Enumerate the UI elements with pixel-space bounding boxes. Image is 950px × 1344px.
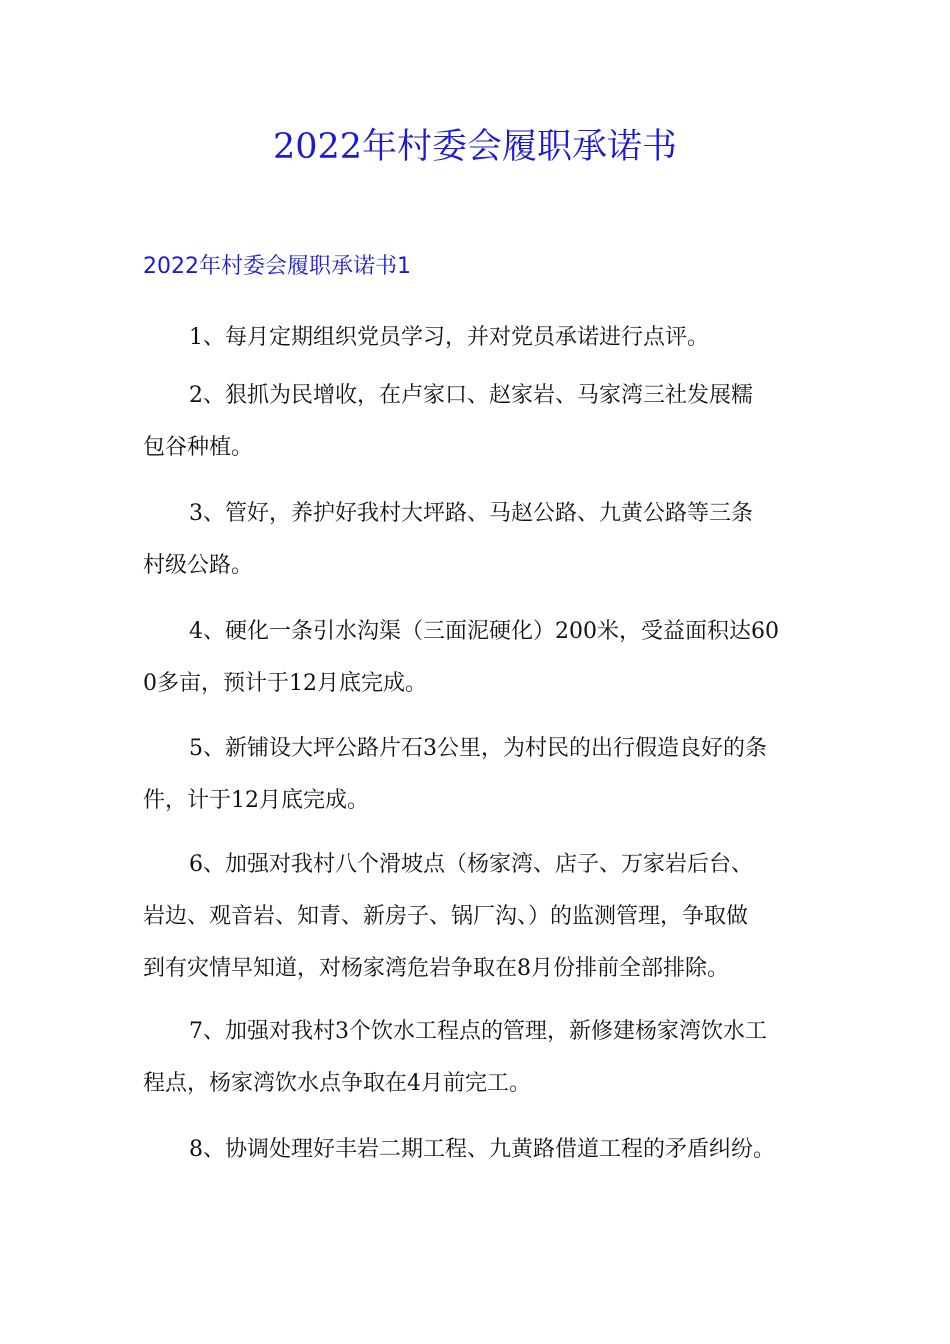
item-line: 3、管好，养护好我村大坪路、马赵公路、九黄公路等三条	[189, 501, 753, 526]
item-line: 村级公路。	[143, 553, 254, 578]
list-item	[143, 488, 813, 592]
list-item	[143, 1124, 813, 1176]
list-item	[143, 606, 813, 710]
list-item	[143, 312, 813, 364]
item-line: 1、每月定期组织党员学习，并对党员承诺进行点评。	[189, 325, 709, 350]
item-line: 到有灾情早知道，对杨家湾危岩争取在8月份排前全部排除。	[143, 956, 729, 981]
section-heading: 2022年村委会履职承诺书1	[143, 254, 411, 279]
list-item	[143, 723, 813, 827]
item-line: 7、加强对我村3个饮水工程点的管理，新修建杨家湾饮水工	[189, 1019, 767, 1044]
list-item	[143, 839, 813, 995]
item-line: 程点，杨家湾饮水点争取在4月前完工。	[143, 1071, 531, 1096]
list-item	[143, 1006, 813, 1110]
document-title: 2022年村委会履职承诺书	[272, 127, 678, 167]
item-line: 件，计于12月底完成。	[143, 788, 369, 813]
item-line: 8、协调处理好丰岩二期工程、九黄路借道工程的矛盾纠纷。	[189, 1137, 775, 1162]
item-line: 2、狠抓为民增收，在卢家口、赵家岩、马家湾三社发展糯	[189, 383, 753, 408]
item-line: 4、硬化一条引水沟渠（三面泥硬化）200米，受益面积达60	[189, 619, 779, 644]
item-line: 5、新铺设大坪公路片石3公里，为村民的出行假造良好的条	[189, 736, 767, 761]
item-line: 0多亩，预计于12月底完成。	[143, 671, 427, 696]
item-line: 岩边、观音岩、知青、新房子、锅厂沟、）的监测管理，争取做	[143, 904, 749, 929]
list-item	[143, 370, 813, 474]
item-line: 包谷种植。	[143, 435, 254, 460]
item-line: 6、加强对我村八个滑坡点（杨家湾、店子、万家岩后台、	[189, 852, 753, 877]
